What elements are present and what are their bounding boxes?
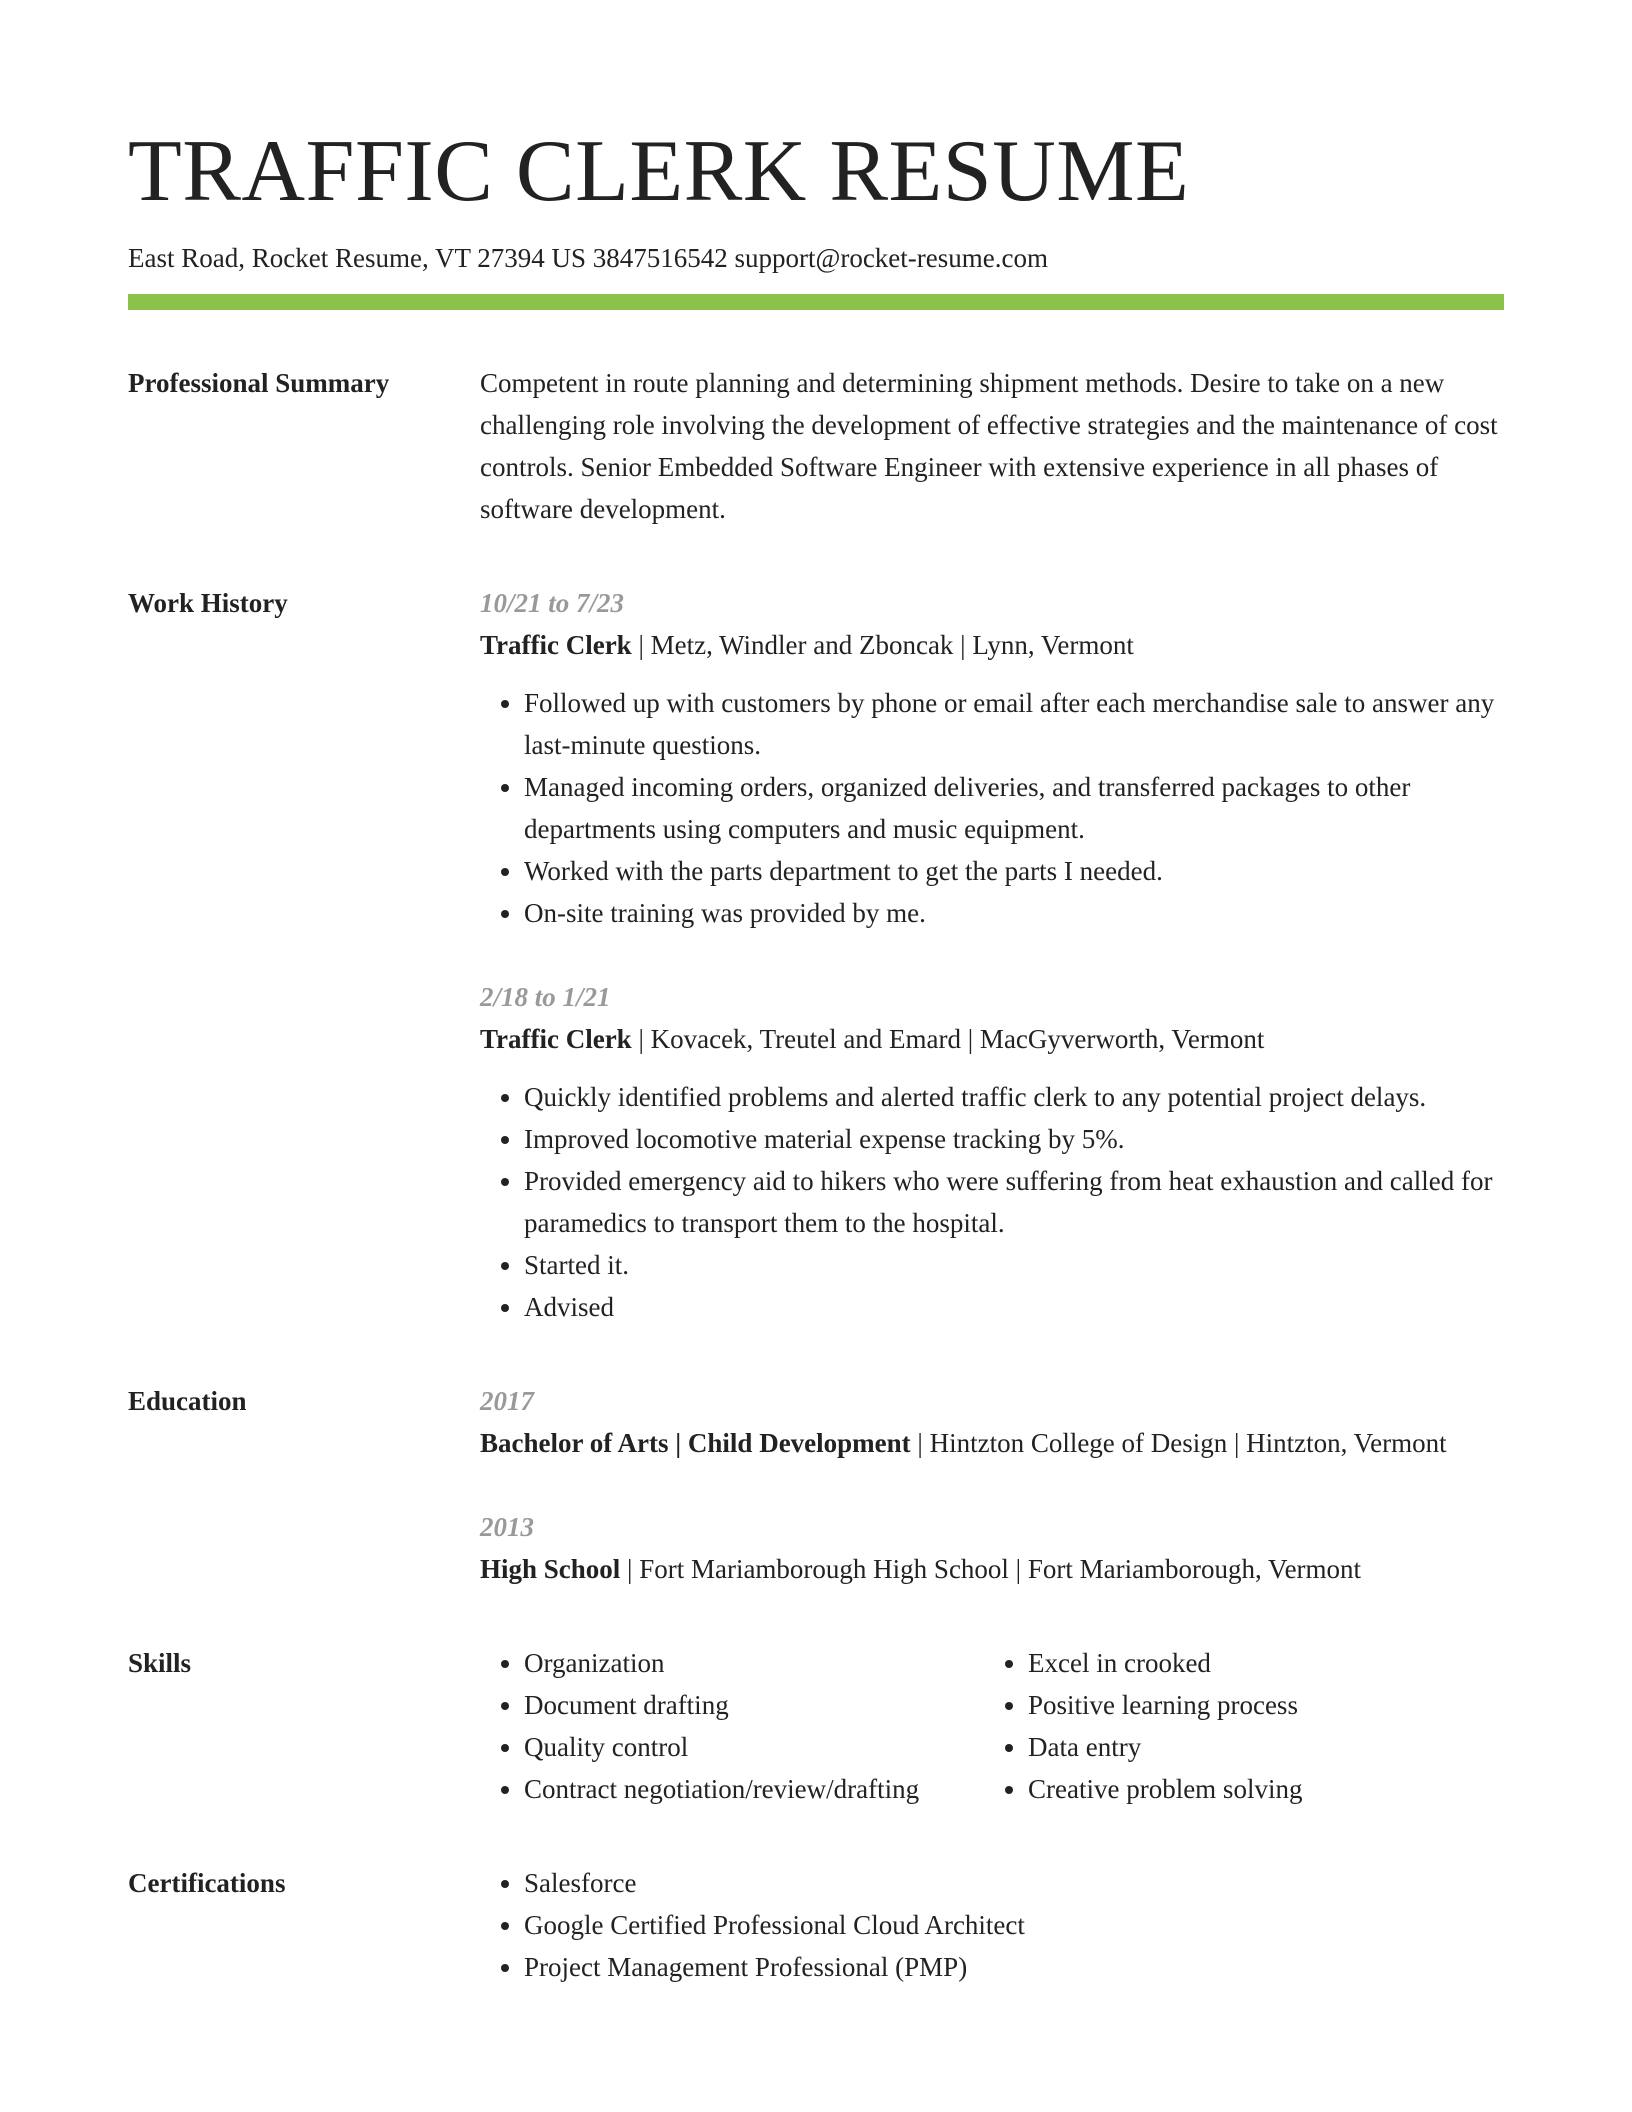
work-history-content <box>480 582 1504 1328</box>
resume-title: TRAFFIC CLERK RESUME <box>128 123 1190 220</box>
job-heading <box>480 1018 1504 1060</box>
job-dates: 10/21 to 7/23 <box>480 588 625 619</box>
skills-list <box>480 1642 984 1810</box>
section-label-skills: Skills <box>128 1648 192 1679</box>
skills-content <box>480 1642 1504 1810</box>
job-bullet: • Improved locomotive material expense tracking by 5%. <box>524 1118 1504 1160</box>
skill-item: • Organization <box>524 1642 984 1684</box>
job-entry <box>480 582 1504 934</box>
job-bullet: • Managed incoming orders, organized deliveries, and transferred packages to other departments using computers and music equipment. <box>524 766 1504 850</box>
skills-column-2 <box>984 1642 1504 1810</box>
education-degree: Bachelor of Arts | Child Development <box>480 1428 911 1459</box>
section-label-education: Education <box>128 1386 247 1417</box>
education-year: 2013 <box>480 1512 534 1543</box>
job-details: | Kovacek, Treutel and Emard | MacGyverworth, Vermont <box>631 1024 1265 1055</box>
job-bullet: • Followed up with customers by phone or email after each merchandise sale to answer any last-minute questions. <box>524 682 1504 766</box>
job-title: Traffic Clerk <box>480 630 632 661</box>
education-heading <box>480 1422 1504 1464</box>
work-history-section <box>128 582 1504 1328</box>
education-year: 2017 <box>480 1386 534 1417</box>
contact-line: East Road, Rocket Resume, VT 27394 US 3847516542 support@rocket-resume.com <box>128 243 1048 273</box>
education-entry <box>480 1380 1504 1464</box>
job-bullet: • Quickly identified problems and alerted traffic clerk to any potential project delays. <box>524 1076 1504 1118</box>
summary-text: Competent in route planning and determining shipment methods. Desire to take on a new challenging role involving the development of effective strategies and the maintenance of cost controls. Senior Embedded Software Engineer with extensive experience in all phases of software development. <box>480 368 1498 525</box>
certification-item: • Google Certified Professional Cloud Architect <box>524 1904 1504 1946</box>
certifications-content <box>480 1862 1504 1988</box>
job-bullet: • Advised <box>524 1286 1504 1328</box>
job-entry <box>480 976 1504 1328</box>
education-degree: High School <box>480 1554 621 1585</box>
education-heading <box>480 1548 1504 1590</box>
skill-item: • Document drafting <box>524 1684 984 1726</box>
certifications-section <box>128 1862 1504 1988</box>
job-heading <box>480 624 1504 666</box>
education-details: | Hintzton College of Design | Hintzton, Vermont <box>910 1428 1447 1459</box>
education-section <box>128 1380 1504 1590</box>
job-title: Traffic Clerk <box>480 1024 632 1055</box>
skill-item: • Data entry <box>1028 1726 1504 1768</box>
accent-divider <box>128 294 1504 310</box>
job-bullets <box>480 1076 1504 1328</box>
section-label-work-history: Work History <box>128 588 288 619</box>
skill-item: • Contract negotiation/review/drafting <box>524 1768 984 1810</box>
skill-item: • Quality control <box>524 1726 984 1768</box>
education-details: | Fort Mariamborough High School | Fort Mariamborough, Vermont <box>620 1554 1362 1585</box>
section-label-summary: Professional Summary <box>128 368 390 399</box>
job-bullet: • Started it. <box>524 1244 1504 1286</box>
job-bullet: • On-site training was provided by me. <box>524 892 1504 934</box>
skill-item: • Positive learning process <box>1028 1684 1504 1726</box>
certification-item: • Salesforce <box>524 1862 1504 1904</box>
certifications-list <box>480 1862 1504 1988</box>
section-label-certifications: Certifications <box>128 1868 286 1899</box>
job-details: | Metz, Windler and Zboncak | Lynn, Vermont <box>631 630 1134 661</box>
job-bullet: • Provided emergency aid to hikers who were suffering from heat exhaustion and called for paramedics to transport them to the hospital. <box>524 1160 1504 1244</box>
job-bullets <box>480 682 1504 934</box>
skills-section <box>128 1642 1504 1810</box>
skills-column-1 <box>480 1642 984 1810</box>
skills-list <box>984 1642 1504 1810</box>
summary-section <box>128 362 1504 530</box>
summary-content <box>480 362 1504 530</box>
job-bullet: • Worked with the parts department to get the parts I needed. <box>524 850 1504 892</box>
certification-item: • Project Management Professional (PMP) <box>524 1946 1504 1988</box>
skill-item: • Excel in crooked <box>1028 1642 1504 1684</box>
education-entry <box>480 1506 1504 1590</box>
education-content <box>480 1380 1504 1590</box>
job-dates: 2/18 to 1/21 <box>480 982 611 1013</box>
skill-item: • Creative problem solving <box>1028 1768 1504 1810</box>
